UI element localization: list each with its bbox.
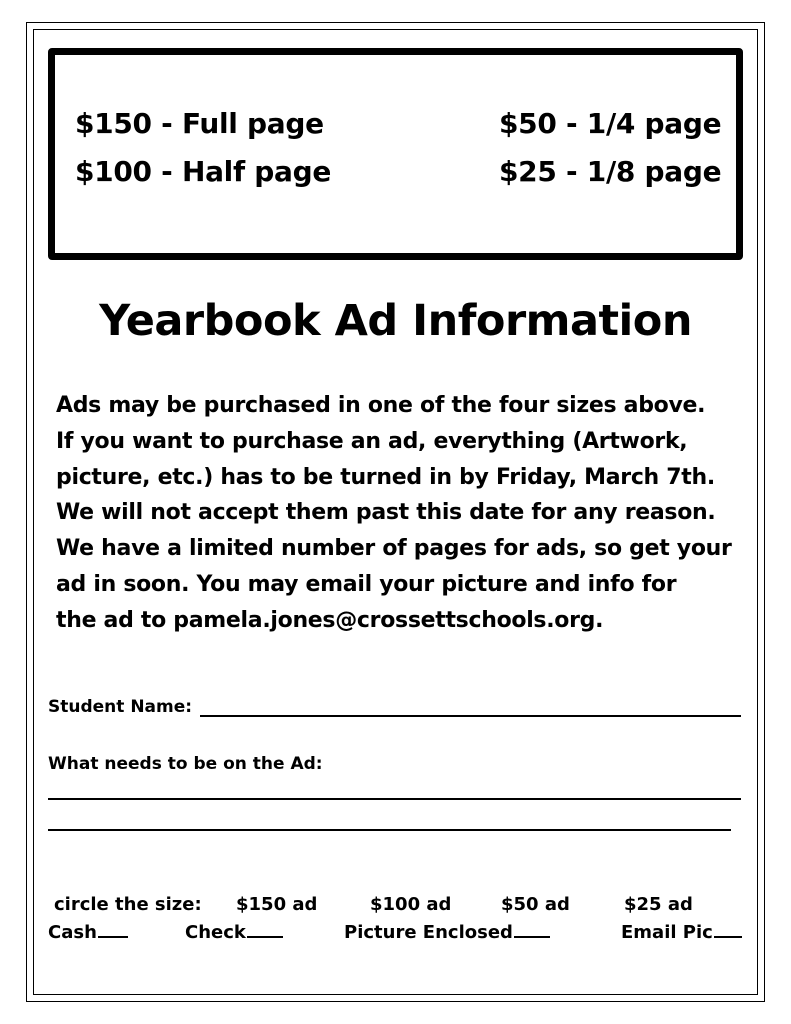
info-line: ad in soon. You may email your picture and info for	[56, 571, 677, 597]
info-line: the ad to pamela.jones@crossettschools.org.	[56, 607, 604, 633]
cash-option[interactable]	[48, 922, 128, 943]
price-eighth-page: $25 - 1/8 page	[499, 155, 722, 188]
cash-blank[interactable]	[98, 935, 128, 938]
price-half-page: $100 - Half page	[75, 155, 332, 188]
check-label: Check	[185, 922, 246, 943]
price-box	[48, 48, 743, 260]
picture-enclosed-option[interactable]	[344, 922, 550, 943]
check-option[interactable]	[185, 922, 283, 943]
size-option-25[interactable]: $25 ad	[624, 894, 693, 915]
picture-enclosed-label: Picture Enclosed	[344, 922, 513, 943]
student-name-label: Student Name:	[48, 697, 193, 717]
student-name-field[interactable]	[200, 715, 741, 717]
page-title: Yearbook Ad Information	[99, 296, 692, 346]
price-quarter-page: $50 - 1/4 page	[499, 107, 722, 140]
ad-content-field-line-1[interactable]	[48, 798, 741, 800]
price-full-page: $150 - Full page	[75, 107, 324, 140]
email-pic-option[interactable]	[621, 922, 742, 943]
info-line: We have a limited number of pages for ads, so get your	[56, 536, 732, 562]
info-paragraph	[56, 388, 766, 639]
cash-label: Cash	[48, 922, 97, 943]
size-option-50[interactable]: $50 ad	[501, 894, 570, 915]
info-line: If you want to purchase an ad, everything (Artwork,	[56, 428, 688, 454]
check-blank[interactable]	[247, 935, 283, 938]
circle-size-label: circle the size:	[54, 894, 202, 915]
info-line: picture, etc.) has to be turned in by Friday, March 7th.	[56, 464, 715, 490]
email-pic-blank[interactable]	[714, 935, 742, 938]
size-option-150[interactable]: $150 ad	[236, 894, 318, 915]
ad-content-field-line-2[interactable]	[48, 829, 731, 831]
info-line: We will not accept them past this date for any reason.	[56, 500, 716, 526]
email-pic-label: Email Pic	[621, 922, 713, 943]
ad-content-label: What needs to be on the Ad:	[48, 754, 323, 774]
picture-enclosed-blank[interactable]	[514, 935, 550, 938]
info-line: Ads may be purchased in one of the four sizes above.	[56, 393, 706, 418]
size-option-100[interactable]: $100 ad	[370, 894, 452, 915]
